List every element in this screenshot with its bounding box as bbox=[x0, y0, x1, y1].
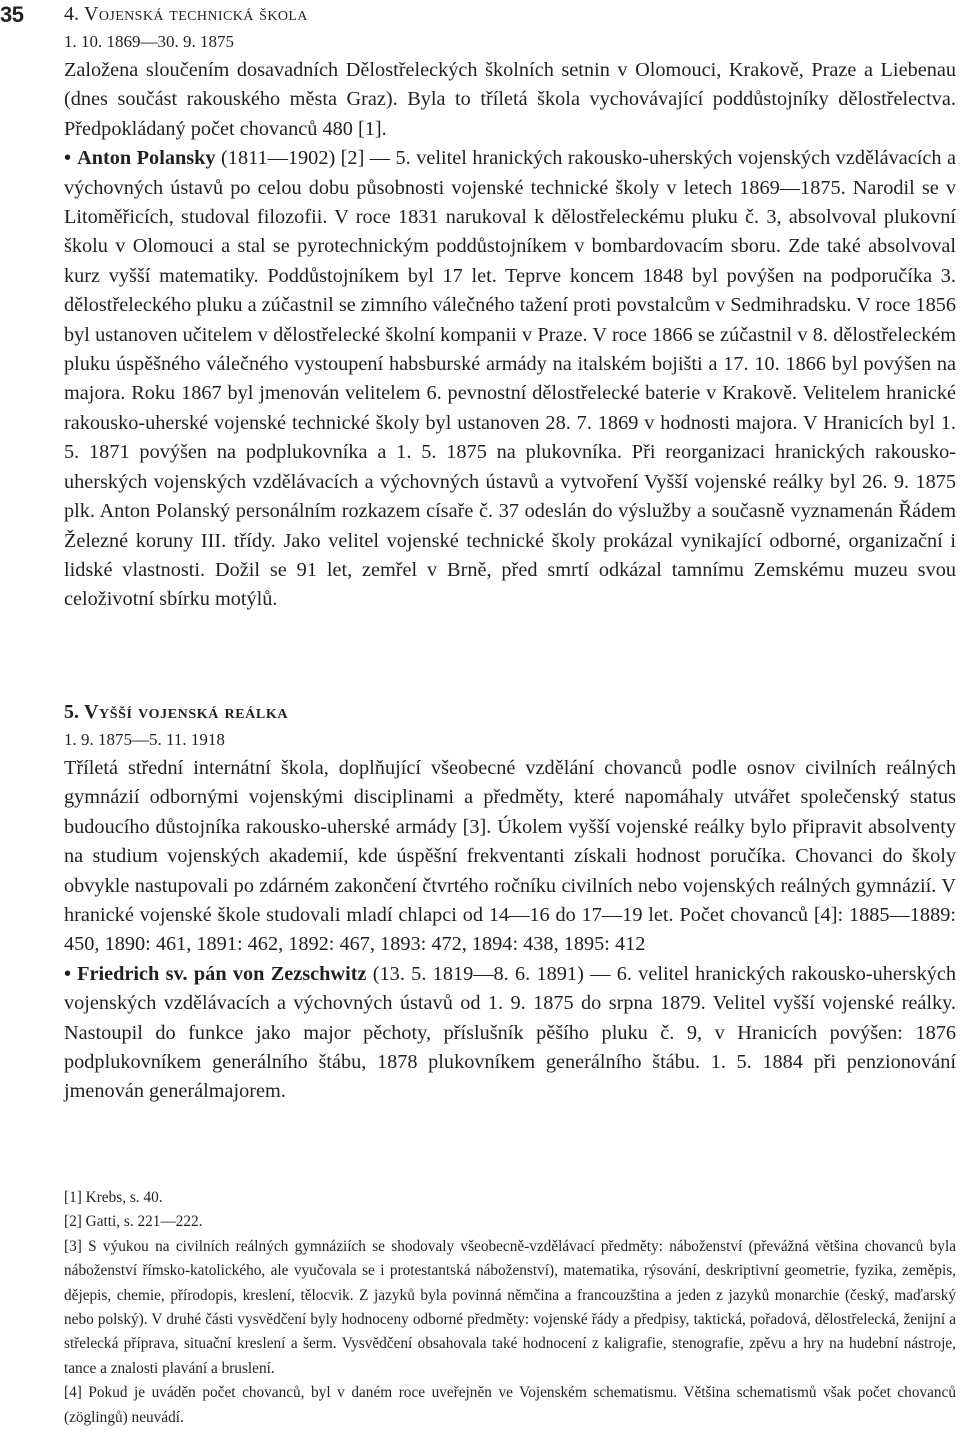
section-4 bbox=[64, 2, 956, 615]
section-5-number: 5. bbox=[64, 701, 79, 723]
section-5-person-entry bbox=[64, 960, 956, 1107]
section-4-dates: 1. 10. 1869—30. 9. 1875 bbox=[64, 32, 234, 51]
section-5-intro: Tříletá střední internátní škola, doplňující všeobecné vzdělání chovanců podle osnov civilních reálných gymnázií odbornými vojenskými disciplinami a předměty, které napomáhaly utvářet společenský status budoucího důstojníka rakousko-uherské armády [3]. Úkolem vyšší vojenské reálky bylo připravit absolventy na studium vojenských akademií, kde úspěšní frekventanti získali hodnost poručíka. Chovanci do školy obvykle nastupovali po zdárném zakončení čtvrtého ročníku civilních nebo vojenských reálných gymnázií. V hranické vojenské škole studovali mladí chlapci od 14—16 do 17—19 let. Počet chovanců [4]: 1885—1889: 450, 1890: 461, 1891: 462, 1892: 467, 1893: 472, 1894: 438, 1895: 412 bbox=[64, 757, 956, 956]
section-4-heading bbox=[64, 2, 956, 27]
person-bio-polansky: (1811—1902) [2] — 5. velitel hranických rakousko-uherských vojenských vzdělávacích a výchovných ústavů po celou dobu působnosti vojenské technické školy v letech 1869—1875. Narodil se v Litoměřicích, studoval filozofii. V roce 1831 narukoval k dělostřeleckému pluku č. 3, absolvoval plukovní školu v Olomouci a stal se pyrotechnickým poddůstojníkem v bombardovacím sboru. Zde také absolvoval kurz vyšší matematiky. Poddůstojníkem byl 17 let. Teprve koncem 1848 byl povýšen na podporučíka 3. dělostřeleckého pluku a zúčastnil se zimního válečného tažení proti povstalcům v Sedmihradsku. V roce 1856 byl ustanoven učitelem v dělostřelecké školní kompanii v Praze. V roce 1866 se zúčastnil v 8. dělostřeleckém pluku úspěšného válečného vystoupení habsburské armády na italském bojišti a 17. 10. 1866 byl povýšen na majora. Roku 1867 byl jmenován velitelem 6. pevnostní dělostřelecké baterie v Krakově. Velitelem hranické rakousko-uherské vojenské technické školy byl ustanoven 28. 7. 1869 v hodnosti majora. V Hranicích byl 1. 5. 1871 povýšen na podplukovníka a 1. 5. 1875 na plukovníka. Při reorganizaci hranických rakousko-uherských vojenských vzdělávacích a výchovných ústavů a vytvoření Vyšší vojenské reálky byl 26. 9. 1875 plk. Anton Polanský personálním rozkazem císaře č. 37 odeslán do výslužby a současně vyznamenán Řádem Železné koruny III. třídy. Jako velitel vojenské technické školy prokázal vynikající odborné, organizační i lidské vlastnosti. Dožil se 91 let, zemřel v Brně, před smrtí odkázal tamnímu Zemskému muzeu svou celoživotní sbírku motýlů. bbox=[64, 147, 956, 611]
section-5-dates: 1. 9. 1875—5. 11. 1918 bbox=[64, 730, 225, 749]
section-4-intro: Založena sloučením dosavadních Dělostřeleckých školních setnin v Olomouci, Krakově, Praze a Liebenau (dnes součást rakouského města Graz). Byla to tříletá škola vychovávající poddůstojníky dělostřelectva. Předpokládaný počet chovanců 480 [1]. bbox=[64, 59, 956, 140]
page-number: 35 bbox=[0, 2, 24, 27]
bullet-icon: • bbox=[64, 962, 72, 985]
footnote-2: [2] Gatti, s. 221—222. bbox=[64, 1213, 203, 1231]
footnote-3: [3] S výukou na civilních reálných gymnáziích se shodovaly všeobecně-vzdělávací předměty: náboženství (převážná většina chovanců byla náboženství římsko-katolického, ale vyučovala se i protestantská náboženství), matematika, rýsování, deskriptivní geometrie, fyzika, zeměpis, dějepis, chemie, přírodopis, kreslení, tělocvik. Z jazyků byla povinná němčina a francouzština a jeden z jazyků monarchie (český, maďarský nebo polský). V druhé části vysvědčení byly hodnoceny odborné předměty: vojenské řády a předpisy, taktická, pořadová, dělostřelecká, ženijní a střelecká příprava, situační kreslení a šerm. Vysvědčení obsahovala také hodnocení z kaligrafie, stenografie, zpěvu a hry na hudební nástroje, tance a znalosti plavání a bruslení. bbox=[64, 1237, 956, 1377]
section-4-number: 4. bbox=[64, 3, 79, 25]
section-5 bbox=[64, 700, 956, 1107]
footnote-4: [4] Pokud je uváděn počet chovanců, byl v daném roce uveřejněn ve Vojenském schematismu. Většina schematismů však počet chovanců (zöglingů) neuvádí. bbox=[64, 1384, 956, 1426]
footnote-1: [1] Krebs, s. 40. bbox=[64, 1189, 163, 1206]
person-name-zezschwitz: Friedrich sv. pán von Zezschwitz bbox=[77, 962, 367, 985]
person-bio-zezschwitz: (13. 5. 1819—8. 6. 1891) — 6. velitel hranických rakousko-uherských vojenských vzdělávacích a výchovných ústavů od 1. 9. 1875 do srpna 1879. Velitel vyšší vojenské reálky. Nastoupil do funkce jako major pěchoty, příslušník pěšího pluku č. 9, v Hranicích povýšen: 1876 podplukovníkem generálního štábu, 1878 plukovníkem generálního štábu. 1. 5. 1884 při penzionování jmenován generálmajorem. bbox=[64, 962, 957, 1103]
section-5-title: Vyšší vojenská reálka bbox=[84, 701, 289, 723]
section-4-person-entry bbox=[64, 144, 956, 615]
person-name-polansky: Anton Polansky bbox=[77, 147, 216, 170]
bullet-icon: • bbox=[64, 147, 72, 170]
section-5-heading bbox=[64, 700, 956, 725]
section-4-title: Vojenská technická škola bbox=[84, 3, 308, 25]
footnotes bbox=[64, 1186, 956, 1430]
